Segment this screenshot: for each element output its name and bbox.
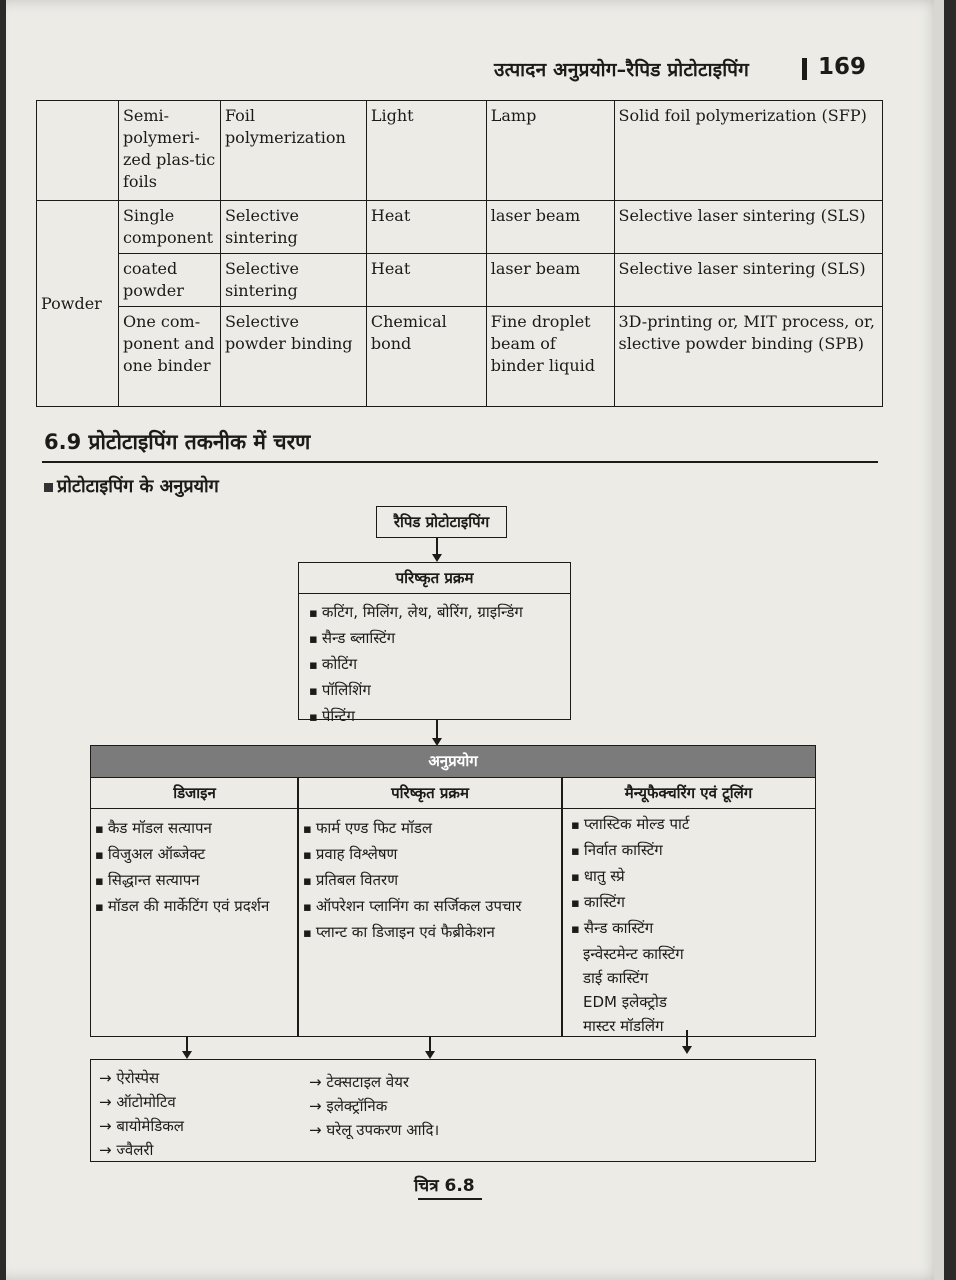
manufacturing-list (571, 812, 689, 1038)
section-title: प्रोटोटाइपिंग तकनीक में चरण (88, 430, 311, 454)
table-row (37, 101, 883, 201)
column-header-manufacturing: मैन्यूफैक्चरिंग एवं टूलिंग (562, 777, 815, 809)
section-heading (44, 428, 310, 456)
caption-underline (418, 1198, 482, 1200)
table-cell (37, 101, 119, 201)
table-row (37, 254, 883, 307)
list-item: ▪ निर्वात कास्टिंग (571, 838, 689, 864)
table-cell: laser beam (486, 254, 614, 307)
subsection-title: प्रोटोटाइपिंग के अनुप्रयोग (57, 476, 219, 497)
list-subitem: डाई कास्टिंग (583, 969, 649, 987)
industries-left-list (99, 1066, 184, 1162)
down-arrow-icon (186, 1037, 188, 1057)
list-item: → टेक्सटाइल वेयर (309, 1073, 410, 1091)
rapid-prototyping-box: रैपिड प्रोटोटाइपिंग (376, 506, 507, 538)
table-cell: Semi-polymeri-zed plas-tic foils (118, 101, 220, 201)
list-item: ▪ फार्म एण्ड फिट मॉडल (303, 816, 522, 842)
column-header-design: डिजाइन (91, 777, 298, 809)
table-cell: 3D-printing or, MIT process, or, slective powder binding (SPB) (614, 307, 883, 407)
table-cell: One com-ponent and one binder (118, 307, 220, 407)
list-item: → इलेक्ट्रॉनिक (309, 1097, 388, 1115)
list-item: → ऐरोस्पेस (99, 1069, 160, 1087)
down-arrow-icon (429, 1037, 431, 1057)
column-divider (297, 777, 299, 1036)
header-separator-bar (802, 58, 807, 80)
refined-process-applications-list (303, 816, 522, 946)
table-category-cell: Powder (37, 201, 119, 407)
industries-box (90, 1059, 816, 1162)
table-cell: Single component (118, 201, 220, 254)
table-cell: Solid foil polymerization (SFP) (614, 101, 883, 201)
list-subitem: EDM इलेक्ट्रोड (583, 993, 667, 1011)
subsection-heading (44, 474, 219, 498)
design-list (95, 816, 269, 920)
list-item: ▪ धातु स्प्रे (571, 864, 689, 890)
industries-right-list (309, 1070, 439, 1142)
running-header-title: उत्पादन अनुप्रयोग–रैपिड प्रोटोटाइपिंग (494, 59, 750, 81)
refined-process-list (299, 600, 570, 730)
applications-box (90, 745, 816, 1037)
refined-process-title: परिष्कृत प्रक्रम (299, 563, 570, 594)
list-subitem: इन्वेस्टमेन्ट कास्टिंग (583, 945, 684, 963)
list-item: ▪ विजुअल ऑब्जेक्ट (95, 842, 269, 868)
page-number: 169 (818, 54, 867, 80)
list-item: ▪ प्लान्ट का डिजाइन एवं फैब्रीकेशन (303, 920, 522, 946)
table-cell: Selective powder binding (220, 307, 366, 407)
list-item: → ज्वैलरी (99, 1141, 154, 1159)
list-item: ▪ प्रवाह विश्लेषण (303, 842, 522, 868)
list-item: → ऑटोमोटिव (99, 1093, 176, 1111)
figure-caption: चित्र 6.8 (414, 1176, 475, 1196)
down-arrow-icon (436, 720, 438, 744)
table-cell: Chemical bond (366, 307, 486, 407)
list-item: ▪ पॉलिशिंग (309, 678, 570, 704)
table-cell: Heat (366, 254, 486, 307)
process-classification-table (36, 100, 883, 407)
square-bullet-icon (44, 483, 53, 492)
list-item: ▪ मॉडल की मार्केटिंग एवं प्रदर्शन (95, 894, 269, 920)
list-item: → बायोमेडिकल (99, 1117, 184, 1135)
list-item: ▪ पेन्टिंग (309, 704, 570, 730)
table-cell: Selective laser sintering (SLS) (614, 254, 883, 307)
table-cell: Fine droplet beam of binder liquid (486, 307, 614, 407)
table-row (37, 307, 883, 407)
applications-title: अनुप्रयोग (91, 746, 815, 777)
down-arrow-icon (436, 538, 438, 560)
list-item: ▪ सैन्ड ब्लास्टिंग (309, 626, 570, 652)
list-item: → घरेलू उपकरण आदि। (309, 1121, 440, 1139)
table-cell: Foil polymerization (220, 101, 366, 201)
table-cell: Selective sintering (220, 201, 366, 254)
table-cell: laser beam (486, 201, 614, 254)
list-item: ▪ कास्टिंग (571, 890, 689, 916)
section-rule (42, 461, 878, 463)
table-cell: Heat (366, 201, 486, 254)
table-cell: Selective laser sintering (SLS) (614, 201, 883, 254)
refined-process-box (298, 562, 571, 725)
table-cell: Selective sintering (220, 254, 366, 307)
list-item: ▪ कटिंग, मिलिंग, लेथ, बोरिंग, ग्राइन्डिंग (309, 600, 570, 626)
list-item: ▪ प्रतिबल वितरण (303, 868, 522, 894)
list-item: ▪ सिद्धान्त सत्यापन (95, 868, 269, 894)
list-item: ▪ कोटिंग (309, 652, 570, 678)
column-divider (561, 777, 563, 1036)
section-number: 6.9 (44, 430, 82, 454)
down-arrow-icon (686, 1030, 688, 1052)
list-item: ▪ प्लास्टिक मोल्ड पार्ट (571, 812, 689, 838)
table-cell: Light (366, 101, 486, 201)
table-cell: Lamp (486, 101, 614, 201)
table-row (37, 201, 883, 254)
book-page (6, 0, 944, 1280)
table-cell: coated powder (118, 254, 220, 307)
page-spine-shadow (934, 0, 944, 1280)
column-header-refined-process: परिष्कृत प्रक्रम (298, 777, 562, 809)
list-item: ▪ ऑपरेशन प्लानिंग का सर्जिकल उपचार (303, 894, 522, 920)
list-item: ▪ कैड मॉडल सत्यापन (95, 816, 269, 842)
list-subitem: मास्टर मॉडलिंग (583, 1017, 664, 1035)
list-item: ▪ सैन्ड कास्टिंग (571, 916, 689, 942)
